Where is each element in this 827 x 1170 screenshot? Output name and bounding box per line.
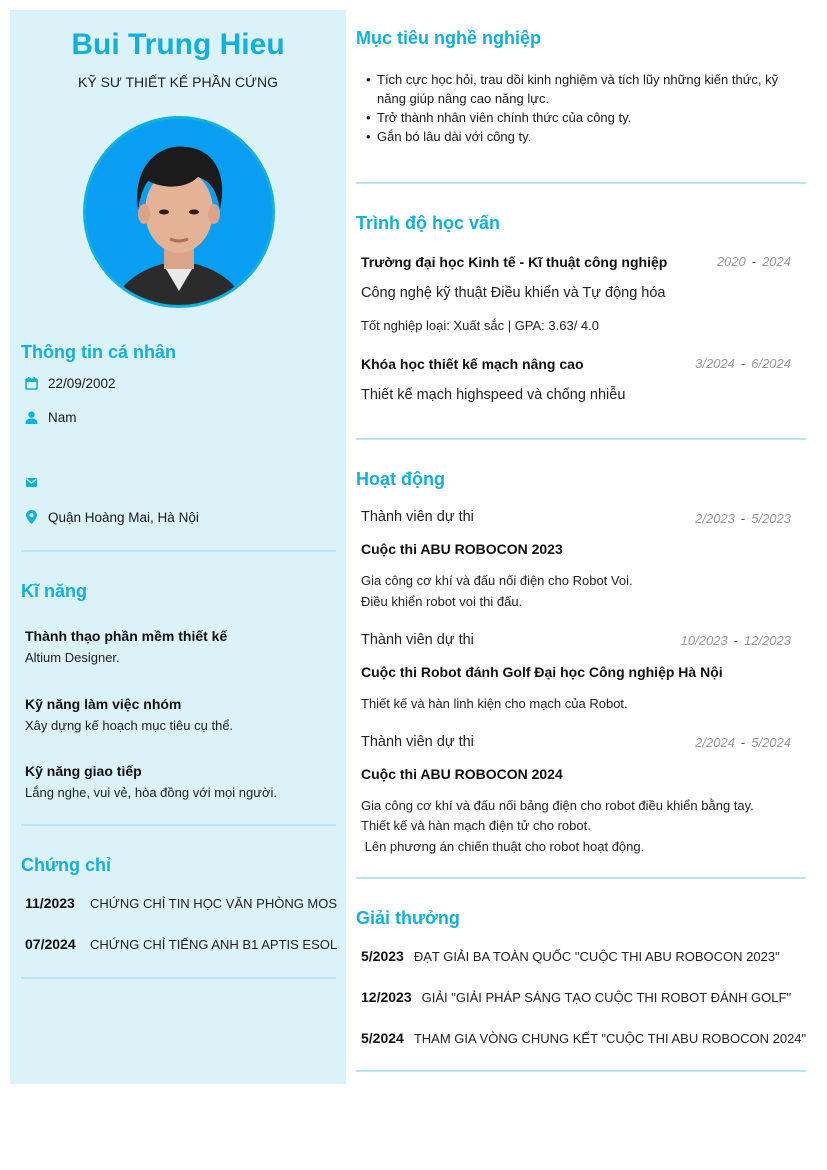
activity-detail: Gia công cơ khí và đấu nối bảng điện cho robot điều khiển bằng tay. xyxy=(361,798,754,813)
end-date: 5/2024 xyxy=(751,735,791,750)
education-heading: Trình độ học vấn xyxy=(356,213,501,233)
certificate-row xyxy=(25,895,337,911)
dob-value: 22/09/2002 xyxy=(48,375,116,391)
job-title: KỸ SƯ THIẾT KẾ PHẦN CỨNG xyxy=(78,74,278,90)
envelope-icon xyxy=(24,475,38,489)
date-range: 3/2024 - 6/2024 xyxy=(695,356,791,371)
objective-heading: Mục tiêu nghề nghiệp xyxy=(356,28,541,48)
certificate-date: 07/2024 xyxy=(25,936,76,952)
gender-row xyxy=(24,407,77,427)
user-icon xyxy=(24,410,38,424)
end-date: 6/2024 xyxy=(751,356,791,371)
skill-title: Kỹ năng làm việc nhóm xyxy=(25,696,182,712)
certificate-name: CHỨNG CHỈ TIN HỌC VĂN PHÒNG MOS xyxy=(90,896,338,911)
sidebar-divider xyxy=(21,824,336,826)
address-value: Quận Hoàng Mai, Hà Nội xyxy=(48,509,199,525)
map-pin-icon xyxy=(24,510,38,524)
skills-heading: Kĩ năng xyxy=(21,581,87,601)
award-name: GIẢI "GIẢI PHÁP SÁNG TẠO CUỘC THI ROBOT ĐÁNH GOLF" xyxy=(421,990,792,1005)
date-range: 2/2023 - 5/2023 xyxy=(695,511,791,526)
award-name: THAM GIA VÒNG CHUNG KẾT "CUỘC THI ABU ROBOCON 2024" xyxy=(413,1031,807,1046)
end-date: 12/2023 xyxy=(744,633,791,648)
objective-item: • Tích cực học hỏi, trau dồi kinh nghiệm và tích lũy những kiến thức, kỹ năng giúp nâng cao năng lực. xyxy=(366,70,796,108)
section-divider xyxy=(356,877,806,879)
activity-detail: Điều khiển robot voi thi đấu. xyxy=(361,594,523,609)
activity-event: Cuộc thi ABU ROBOCON 2024 xyxy=(361,766,563,782)
date-range: 10/2023 - 12/2023 xyxy=(680,633,791,648)
start-date: 2020 xyxy=(716,254,746,269)
start-date: 3/2024 xyxy=(695,356,735,371)
start-date: 2/2023 xyxy=(695,511,735,526)
certificate-name: CHỨNG CHỈ TIẾNG ANH B1 APTIS ESOL xyxy=(90,937,338,952)
award-row xyxy=(361,1030,806,1046)
education-major: Công nghệ kỹ thuật Điều khiển và Tự động hóa xyxy=(361,285,666,301)
certificate-row xyxy=(25,936,337,952)
calendar-icon xyxy=(24,376,38,390)
skill-desc: Xây dựng kế hoạch mục tiêu cụ thể. xyxy=(25,718,234,733)
email-row xyxy=(24,472,48,492)
skill-desc: Altium Designer. xyxy=(25,650,120,665)
dob-row xyxy=(24,373,116,393)
profile-photo xyxy=(83,116,275,308)
award-date: 12/2023 xyxy=(361,989,412,1005)
award-date: 5/2024 xyxy=(361,1030,404,1046)
end-date: 5/2023 xyxy=(751,511,791,526)
education-major: Thiết kế mạch highspeed và chống nhiễu xyxy=(361,387,626,403)
objective-item: • Trở thành nhân viên chính thức của công ty. xyxy=(366,108,796,127)
skill-desc: Lắng nghe, vui vẻ, hòa đồng với mọi người. xyxy=(25,785,277,800)
activity-detail: Gia công cơ khí và đấu nối điện cho Robot Voi. xyxy=(361,573,633,588)
date-range: 2020 - 2024 xyxy=(716,254,791,269)
certificates-heading: Chứng chỉ xyxy=(21,855,112,875)
sidebar-divider xyxy=(21,977,336,979)
section-divider xyxy=(356,1070,806,1072)
activity-role: Thành viên dự thi xyxy=(361,734,474,750)
start-date: 2/2024 xyxy=(695,735,735,750)
award-row xyxy=(361,948,780,964)
sidebar-divider xyxy=(21,550,336,552)
activity-role: Thành viên dự thi xyxy=(361,509,474,525)
activities-heading: Hoạt động xyxy=(356,469,445,489)
award-name: ĐẠT GIẢI BA TOÀN QUỐC "CUỘC THI ABU ROBOCON 2023" xyxy=(413,949,780,964)
awards-heading: Giải thưởng xyxy=(356,908,460,928)
award-date: 5/2023 xyxy=(361,948,404,964)
certificate-date: 11/2023 xyxy=(25,895,75,911)
objective-item: • Gắn bó lâu dài với công ty. xyxy=(366,127,796,146)
award-row xyxy=(361,989,791,1005)
address-row xyxy=(24,507,199,527)
section-divider xyxy=(356,182,806,184)
activity-detail: Lên phương án chiến thuật cho robot hoạt động. xyxy=(361,839,645,854)
end-date: 2024 xyxy=(762,254,791,269)
skill-title: Thành thạo phần mềm thiết kế xyxy=(25,628,228,644)
activity-detail: Thiết kế và hàn linh kiện cho mạch của Robot. xyxy=(361,696,628,711)
objective-list xyxy=(366,70,796,146)
education-school: Khóa học thiết kế mạch nâng cao xyxy=(361,356,584,372)
activity-event: Cuộc thi Robot đánh Golf Đại học Công nghiệp Hà Nội xyxy=(361,664,723,680)
date-range: 2/2024 - 5/2024 xyxy=(695,735,791,750)
personal-info-heading: Thông tin cá nhân xyxy=(21,342,176,362)
start-date: 10/2023 xyxy=(680,633,728,648)
education-school: Trường đại học Kinh tế - Kĩ thuật công nghiệp xyxy=(361,254,668,270)
sidebar xyxy=(10,10,346,1084)
activity-detail: Thiết kế và hàn mạch điện tử cho robot. xyxy=(361,818,591,833)
activity-role: Thành viên dự thi xyxy=(361,632,474,648)
activity-event: Cuộc thi ABU ROBOCON 2023 xyxy=(361,541,563,557)
gender-value: Nam xyxy=(48,409,77,425)
education-note: Tốt nghiệp loại: Xuất sắc | GPA: 3.63/ 4.0 xyxy=(361,318,599,333)
skill-title: Kỹ năng giao tiếp xyxy=(25,763,142,779)
section-divider xyxy=(356,438,806,440)
candidate-name: Bui Trung Hieu xyxy=(71,28,285,61)
